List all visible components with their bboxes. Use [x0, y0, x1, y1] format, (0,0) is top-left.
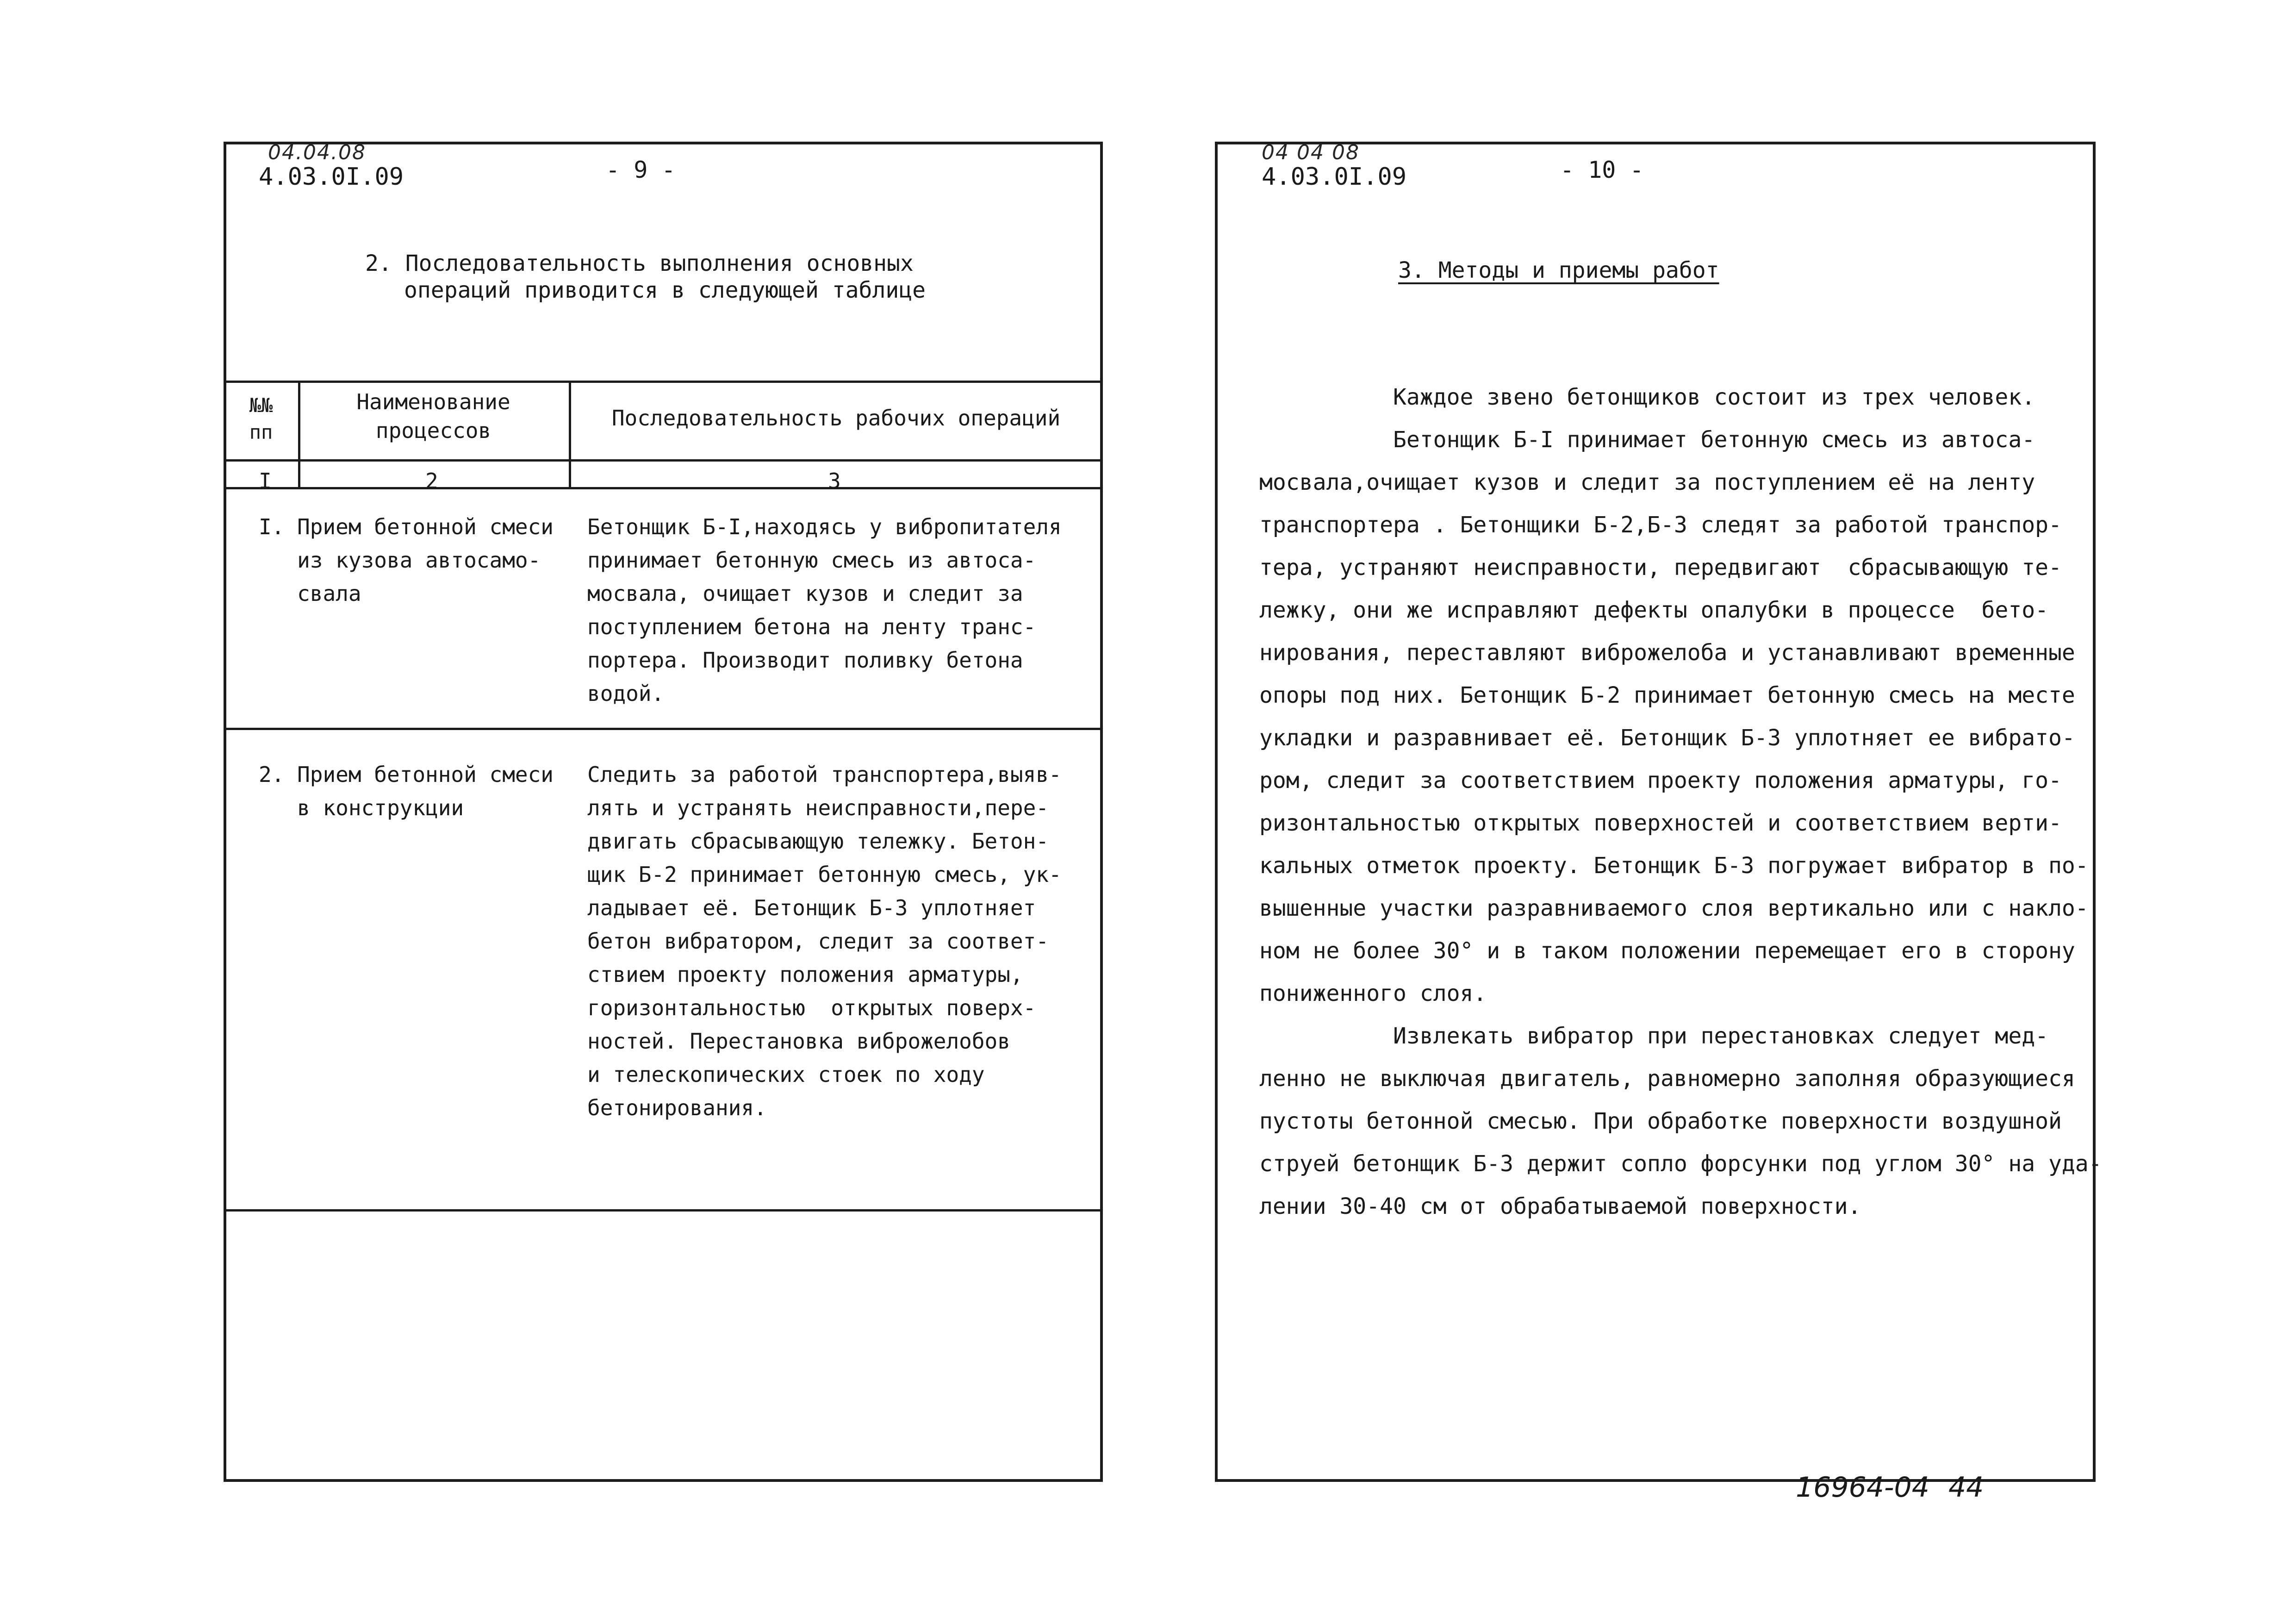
column-divider-2 [569, 381, 571, 489]
document-code: 4.03.0I.09 [259, 163, 404, 191]
document-number: 16964-04 [1796, 1471, 1929, 1504]
row-separator [226, 728, 1101, 730]
right-page [1215, 141, 2102, 1482]
section-title: 3. Методы и приемы работ [1398, 257, 1719, 283]
table-top-border [226, 381, 1101, 383]
column-numbers-separator [226, 487, 1101, 489]
heading-line-1: 2. Последовательность выполнения основных [365, 250, 914, 276]
section-heading [365, 250, 926, 304]
handwritten-code: 04 04 08 [1262, 141, 1360, 164]
page-number: - 10 - [1560, 156, 1644, 183]
header-operations: Последовательность рабочих операций [611, 406, 1061, 431]
table-bottom-border [226, 1209, 1101, 1212]
left-page [224, 142, 1103, 1482]
row-2-process: 2. Прием бетонной смеси в конструкции [259, 762, 554, 820]
column-number-1: I [259, 468, 272, 493]
sheet-number: 44 [1948, 1471, 1984, 1504]
document-code: 4.03.0I.09 [1262, 163, 1407, 191]
body-text: Каждое звено бетонщиков состоит из трех человек. Бетонщик Б-I принимает бетонную смесь из автоса- мосвала,очищает кузов и следит за поступлением её на ленту транспортера . Бетонщики Б-2,Б-3 следят за работой транспор- тера, устраняют неисправности, передвигают сбрасывающую те- лежку, они же исправляют дефекты опалубки в процессе бето- нирования, переставляют виброжелоба и устанавливают временные опоры под них. Бетонщик Б-2 принимает бетонную смесь на месте укладки и разравнивает её. Бетонщик Б-3 уплотняет ее вибрато- ром, следит за соответствием проекту положения арматуры, го- ризонтальностью открытых поверхностей и соответствием верти- кальных отметок проекту. Бетонщик Б-3 погружает вибратор в по- вышенные участки разравниваемого слоя вертикально или с накло- ном не более 30° и в таком положении перемещает его в сторону пониженного слоя. Извлекать вибратор при перестановках следует мед- ленно не выключая двигатель, равномерно заполняя образующиеся пустоты бетонной смесью. При обработке поверхности воздушной струей бетонщик Б-3 держит сопло форсунки под углом 30° на уда- лении 30-40 см от обрабатываемой поверхности. [1259, 384, 2102, 1219]
row-2-operations: Следить за работой транспортера,выяв- лять и устранять неисправности,пере- двигать сбрасывающую тележку. Бетон- щик Б-2 принимает бетонную смесь, ук- ладывает её. Бетонщик Б-3 уплотняет бетон вибратором, следит за соответ- ствием проекту положения арматуры, горизонтальностью открытых поверх- ностей. Перестановка виброжелобов и телескопических стоек по ходу бетонирования. [587, 762, 1062, 1120]
header-separator [226, 459, 1101, 462]
row-1-process: I. Прием бетонной смеси из кузова автосамо- свала [259, 514, 554, 606]
column-number-2: 2 [425, 468, 438, 493]
page-number: - 9 - [606, 156, 676, 183]
handwritten-code: 04.04.08 [268, 141, 366, 164]
heading-line-2: операций приводится в следующей таблице [404, 277, 926, 303]
header-number: №№ пп [249, 394, 273, 443]
header-process-name: Наименование процессов [356, 389, 510, 443]
row-1-operations: Бетонщик Б-I,находясь у вибропитателя принимает бетонную смесь из автоса- мосвала, очищает кузов и следит за поступлением бетона на ленту транс- портера. Производит поливку бетона водой. [587, 514, 1062, 706]
column-number-3: 3 [828, 468, 841, 493]
